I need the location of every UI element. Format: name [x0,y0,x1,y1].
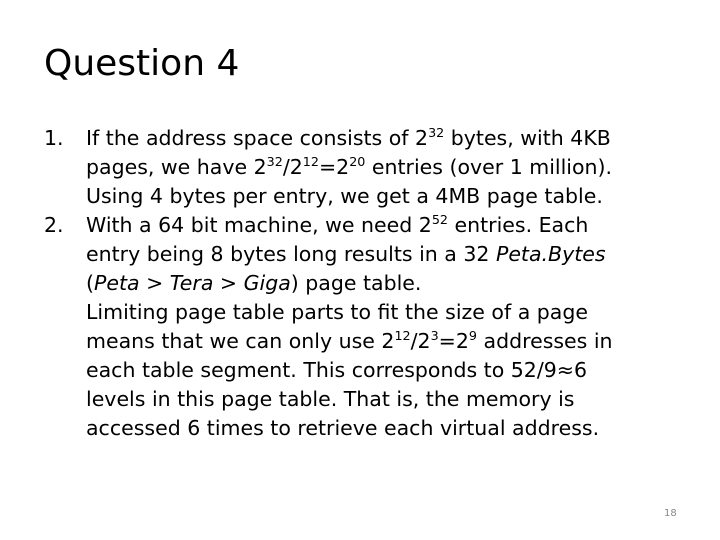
text-line: With a 64 bit machine, we need $2^{52}$ entries. Each [86,212,589,237]
text-line: entry being 8 bytes long results in a 32 Peta.Bytes [86,242,606,266]
list-number: 2. [44,213,64,237]
numbered-list [44,124,674,443]
text-line: accessed 6 times to retrieve each virtual address. [86,416,600,440]
text-line: If the address space consists of $2^{32}$ bytes, with 4KB [86,125,611,150]
text-line: levels in this page table. That is, the memory is [86,387,575,411]
text-line: Using 4 bytes per entry, we get a 4MB page table. [86,184,603,208]
page-number: 18 [664,508,677,519]
list-number: 1. [44,126,64,150]
slide-title: Question 4 [44,43,240,84]
text-line: Limiting page table parts to fit the size of a page [86,300,588,324]
text-line: pages, we have $2^{32}/2^{12}=2^{20}$ entries (over 1 million). [86,154,613,179]
list-item-1 [44,124,674,211]
text-line: means that we can only use $2^{12}/2^3=2^9$ addresses in [86,328,613,353]
list-item-2 [44,211,674,443]
text-line: (Peta > Tera > Giga) page table. [86,271,422,295]
text-line: each table segment. This corresponds to 52/9≈6 [86,358,588,382]
